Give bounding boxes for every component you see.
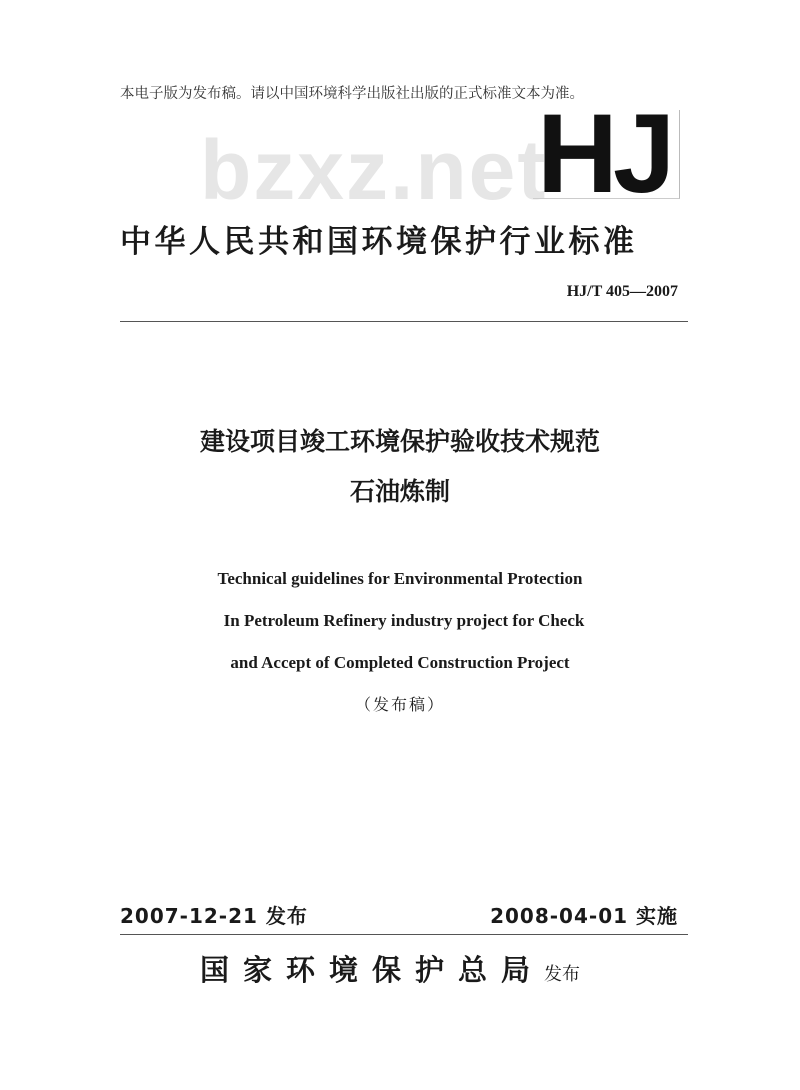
title-cn-line2: 石油炼制 [349, 477, 450, 506]
issue-date: 2007-12-21 发布 [120, 904, 308, 928]
standard-code: HJ/T 405—2007 [566, 283, 678, 300]
title-en-line3: and Accept of Completed Construction Project [230, 653, 570, 672]
watermark: bzxz.net [200, 123, 548, 217]
issuer-name: 国家环境保护总局 [200, 953, 545, 987]
logo-letter-j: J [613, 91, 676, 216]
draft-status: （发布稿） [354, 695, 445, 714]
release-notice: 本电子版为发布稿。请以中国环境科学出版社出版的正式标准文本为准。 [120, 86, 584, 102]
issuer [200, 948, 580, 989]
standard-category: 中华人民共和国环境保护行业标准 [120, 224, 638, 260]
title-cn-line1: 建设项目竣工环境保护验收技术规范 [199, 427, 600, 456]
effective-date: 2008-04-01 实施 [490, 904, 678, 928]
title-en-line2: In Petroleum Refinery industry project for Check [223, 611, 585, 630]
logo-letter-h: H [537, 91, 618, 216]
divider-bottom [120, 934, 688, 935]
title-en-line1: Technical guidelines for Environmental Protection [217, 569, 583, 588]
issuer-suffix: 发布 [544, 964, 581, 985]
divider-top [120, 321, 688, 322]
hj-logo [533, 91, 680, 216]
